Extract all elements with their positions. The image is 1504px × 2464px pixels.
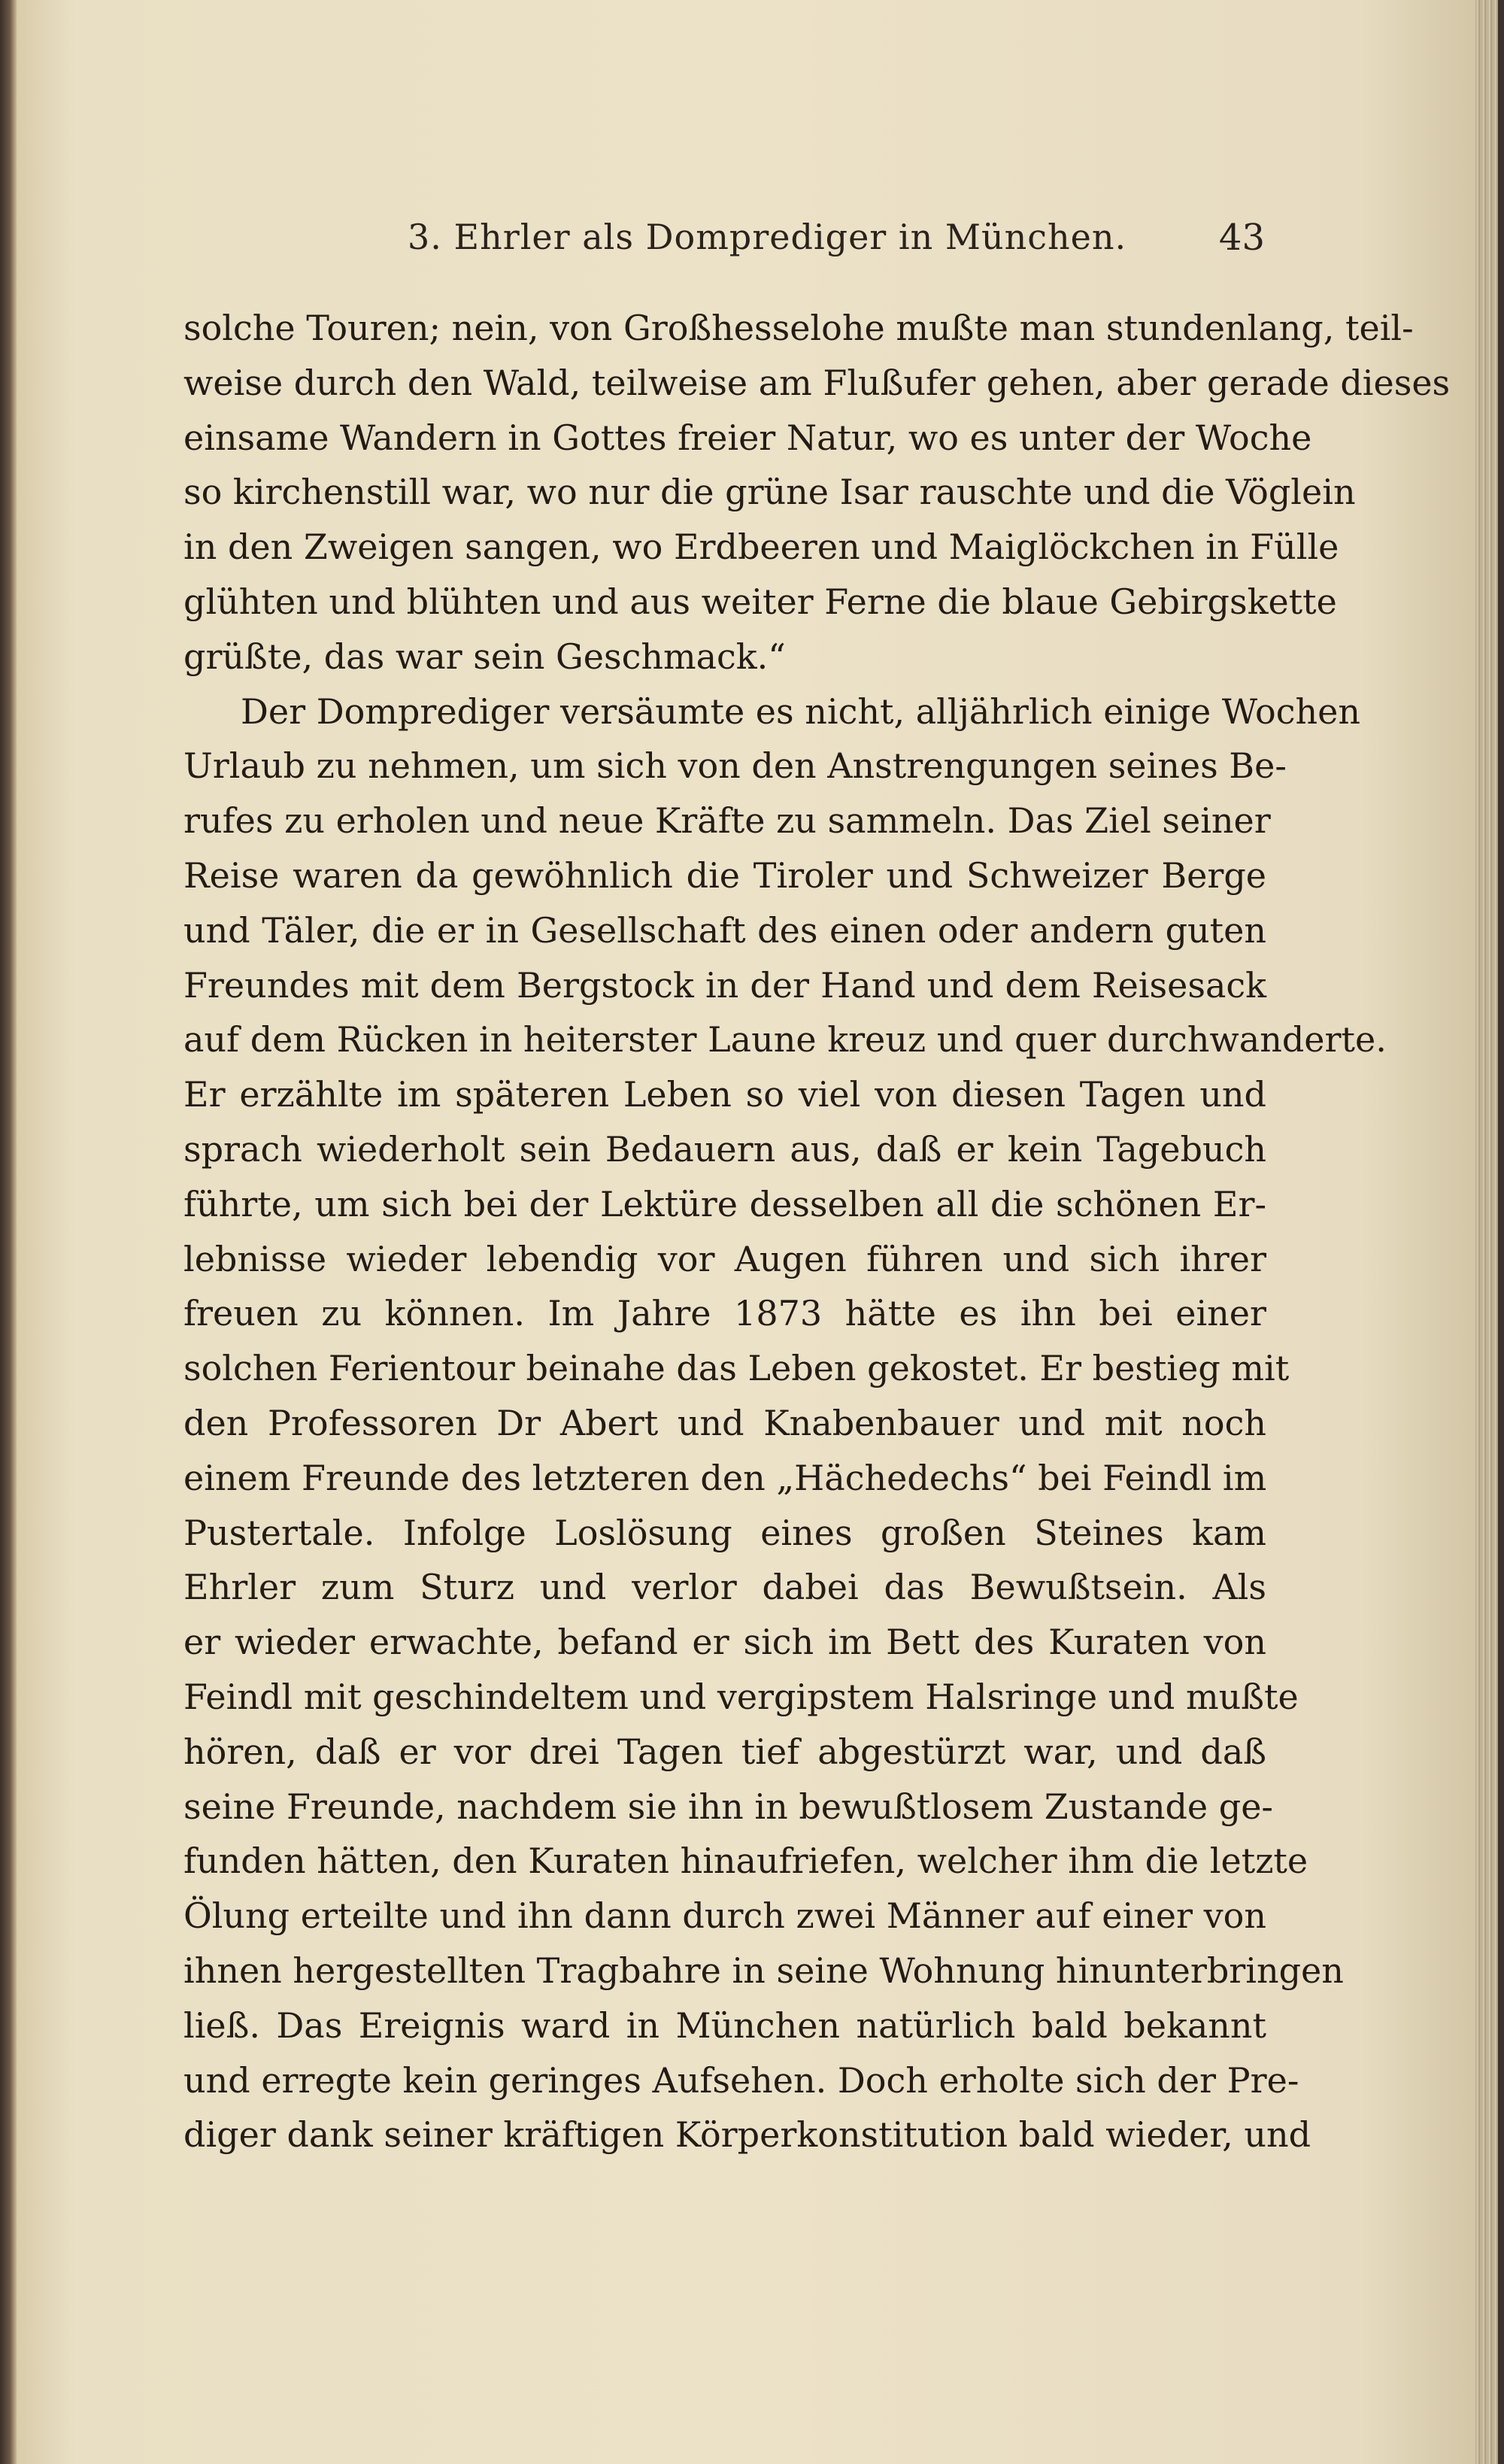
text-line: Er erzählte im späteren Leben so viel von diesen Tagen und bbox=[183, 1074, 1266, 1115]
text-line: Urlaub zu nehmen, um sich von den Anstrengungen seines Be- bbox=[183, 745, 1287, 787]
text-line: einsame Wandern in Gottes freier Natur, wo es unter der Woche bbox=[183, 417, 1312, 458]
text-line: solche Touren; nein, von Großhesselohe mußte man stundenlang, teil- bbox=[183, 308, 1414, 348]
text-line: den Professoren Dr Abert und Knabenbauer und mit noch bbox=[183, 1402, 1266, 1443]
text-line: solchen Ferientour beinahe das Leben gekostet. Er bestieg mit bbox=[183, 1348, 1290, 1389]
book-binding-edge bbox=[0, 0, 17, 2464]
page-stack-edge bbox=[1475, 0, 1504, 2464]
text-line: Freundes mit dem Bergstock in der Hand und dem Reisesack bbox=[183, 964, 1266, 1006]
text-line: einem Freunde des letzteren den „Hächedechs“ bei Feindl im bbox=[183, 1457, 1267, 1498]
text-line: so kirchenstill war, wo nur die grüne Isar rauschte und die Vöglein bbox=[183, 472, 1356, 513]
text-line: und Täler, die er in Gesellschaft des einen oder andern guten bbox=[183, 909, 1266, 951]
text-line: grüßte, das war sein Geschmack.“ bbox=[183, 636, 786, 677]
text-line: glühten und blühten und aus weiter Ferne die blaue Gebirgskette bbox=[183, 581, 1337, 622]
text-line: lebnisse wieder lebendig vor Augen führen und sich ihrer bbox=[183, 1238, 1266, 1279]
text-line: sprach wiederholt sein Bedauern aus, daß er kein Tagebuch bbox=[183, 1128, 1266, 1170]
text-line: er wieder erwachte, befand er sich im Bett des Kuraten von bbox=[183, 1622, 1266, 1663]
text-line: rufes zu erholen und neue Kräfte zu sammeln. Das Ziel seiner bbox=[183, 800, 1271, 842]
text-line: ließ. Das Ereignis ward in München natürlich bald bekannt bbox=[183, 2004, 1266, 2046]
text-line: seine Freunde, nachdem sie ihn in bewußtlosem Zustande ge- bbox=[183, 1786, 1273, 1827]
text-line: ihnen hergestellten Tragbahre in seine Wohnung hinunterbringen bbox=[183, 1950, 1344, 1991]
text-line: in den Zweigen sangen, wo Erdbeeren und Maiglöckchen in Fülle bbox=[183, 526, 1339, 568]
page-number: 43 bbox=[1218, 217, 1265, 259]
text-line: funden hätten, den Kuraten hinaufriefen, welcher ihm die letzte bbox=[183, 1840, 1308, 1882]
text-line: Pustertale. Infolge Loslösung eines großen Steines kam bbox=[183, 1512, 1266, 1553]
text-line: weise durch den Wald, teilweise am Flußufer gehen, aber gerade dieses bbox=[183, 362, 1451, 403]
text-line: Reise waren da gewöhnlich die Tiroler und Schweizer Berge bbox=[183, 854, 1266, 896]
text-line: hören, daß er vor drei Tagen tief abgestürzt war, und daß bbox=[183, 1731, 1266, 1772]
text-line: Feindl mit geschindeltem und vergipstem Halsringe und mußte bbox=[183, 1676, 1299, 1717]
text-line: Ölung erteilte und ihn dann durch zwei Männer auf einer von bbox=[183, 1895, 1266, 1937]
page-header bbox=[190, 217, 1265, 262]
text-line: führte, um sich bei der Lektüre desselben all die schönen Er- bbox=[183, 1183, 1266, 1224]
text-line: diger dank seiner kräftigen Körperkonstitution bald wieder, und bbox=[183, 2114, 1311, 2156]
running-head: 3. Ehrler als Domprediger in München. bbox=[408, 217, 1127, 257]
text-line: und erregte kein geringes Aufsehen. Doch erholte sich der Pre- bbox=[183, 2059, 1299, 2101]
text-line: auf dem Rücken in heiterster Laune kreuz und quer durchwanderte. bbox=[183, 1019, 1387, 1061]
text-line: Ehrler zum Sturz und verlor dabei das Bewußtsein. Als bbox=[183, 1567, 1266, 1608]
text-line: freuen zu können. Im Jahre 1873 hätte es ihn bei einer bbox=[183, 1293, 1266, 1334]
book-page bbox=[17, 0, 1475, 2464]
body-text bbox=[183, 301, 1451, 2162]
text-line: Der Domprediger versäumte es nicht, alljährlich einige Wochen bbox=[241, 690, 1360, 732]
